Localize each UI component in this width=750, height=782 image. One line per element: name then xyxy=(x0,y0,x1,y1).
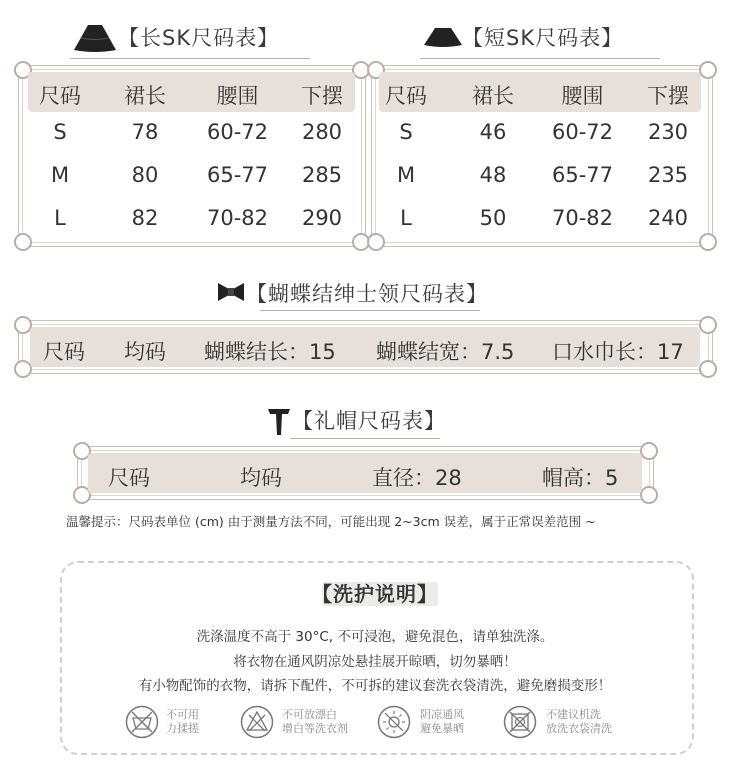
short-sk-cell: M xyxy=(396,163,416,187)
short-sk-cell: 70-82 xyxy=(551,206,614,230)
short-sk-cell: 48 xyxy=(479,163,507,187)
long-sk-cell: 78 xyxy=(131,120,159,144)
long-sk-header-size: 尺码 xyxy=(39,84,81,108)
long-sk-cell: S xyxy=(53,120,67,144)
care-icon-label: 阴凉通风 xyxy=(420,708,464,721)
size-tip: 温馨提示：尺码表单位 (cm) 由于测量方法不同，可能出现 2~3cm 误差，属于正常误差范围 ~ xyxy=(66,514,596,529)
care-line: 洗涤温度不高于 30°C, 不可浸泡，避免混色，请单独洗涤。 xyxy=(196,629,554,645)
long-sk-cell: L xyxy=(54,206,66,230)
long-sk-title: 【长SK尺码表】 xyxy=(118,26,280,50)
short-sk-cell: S xyxy=(399,120,413,144)
short-sk-cell: 235 xyxy=(647,163,689,187)
bow-tie-icon xyxy=(216,280,246,304)
care-line: 有小物配饰的衣物，请拆下配件，不可拆的建议套洗衣袋清洗，避免磨损变形！ xyxy=(138,678,612,694)
long-sk-cell: 70-82 xyxy=(206,206,269,230)
no-hand-wash-icon xyxy=(125,705,159,739)
long-sk-cell: M xyxy=(50,163,70,187)
bow-collar-title: 【蝴蝶结绅士领尺码表】 xyxy=(246,282,488,306)
short-sk-cell: 46 xyxy=(479,120,507,144)
short-sk-cell: 65-77 xyxy=(551,163,614,187)
top-hat-icon xyxy=(265,405,293,439)
shade-dry-icon xyxy=(377,705,411,739)
bow-collar-cell: 均码 xyxy=(124,340,166,364)
care-title: 【洗护说明】 xyxy=(312,582,438,606)
long-sk-cell: 82 xyxy=(131,206,159,230)
short-skirt-icon xyxy=(422,26,464,48)
long-sk-cell: 290 xyxy=(301,206,343,230)
short-sk-cell: L xyxy=(400,206,412,230)
care-icon-label: 放洗衣袋清洗 xyxy=(546,722,612,735)
bow-collar-cell: 蝴蝶结长：15 xyxy=(204,340,336,364)
care-icon-label: 不可放漂白 xyxy=(282,708,337,721)
long-sk-cell: 280 xyxy=(301,120,343,144)
hat-cell: 直径：28 xyxy=(372,466,462,490)
bow-collar-cell: 蝴蝶结宽：7.5 xyxy=(376,340,515,364)
long-sk-header-waist: 腰围 xyxy=(216,84,259,108)
long-skirt-icon xyxy=(72,22,118,52)
hat-title: 【礼帽尺码表】 xyxy=(292,409,446,433)
care-icon-label: 增白等洗衣剂 xyxy=(282,722,348,735)
short-sk-cell: 60-72 xyxy=(551,120,614,144)
long-sk-cell: 285 xyxy=(301,163,343,187)
short-sk-cell: 230 xyxy=(647,120,689,144)
bow-collar-cell: 口水巾长：17 xyxy=(552,340,684,364)
short-sk-header-waist: 腰围 xyxy=(561,84,604,108)
short-sk-header-length: 裙长 xyxy=(472,84,514,108)
no-machine-wash-icon xyxy=(503,705,537,739)
no-bleach-icon xyxy=(240,705,274,739)
short-sk-cell: 240 xyxy=(647,206,689,230)
long-sk-header-length: 裙长 xyxy=(124,84,166,108)
care-line: 将衣物在通风阴凉处悬挂展开晾晒，切勿暴晒！ xyxy=(233,654,517,670)
care-icon-label: 不可用 xyxy=(166,708,199,721)
care-icon-label: 力揉搓 xyxy=(166,722,199,735)
long-sk-cell: 80 xyxy=(131,163,159,187)
care-icon-label: 不建议机洗 xyxy=(546,708,601,721)
short-sk-title: 【短SK尺码表】 xyxy=(462,26,624,50)
hat-cell: 尺码 xyxy=(108,466,150,490)
bow-collar-cell: 尺码 xyxy=(43,340,85,364)
short-sk-cell: 50 xyxy=(479,206,507,230)
hat-cell: 均码 xyxy=(240,466,282,490)
short-sk-header-hem: 下摆 xyxy=(647,84,689,108)
short-sk-header-size: 尺码 xyxy=(385,84,427,108)
care-icon-label: 避免暴晒 xyxy=(420,722,464,735)
long-sk-cell: 65-77 xyxy=(206,163,269,187)
hat-cell: 帽高：5 xyxy=(542,466,619,490)
long-sk-cell: 60-72 xyxy=(206,120,269,144)
long-sk-header-hem: 下摆 xyxy=(301,84,343,108)
